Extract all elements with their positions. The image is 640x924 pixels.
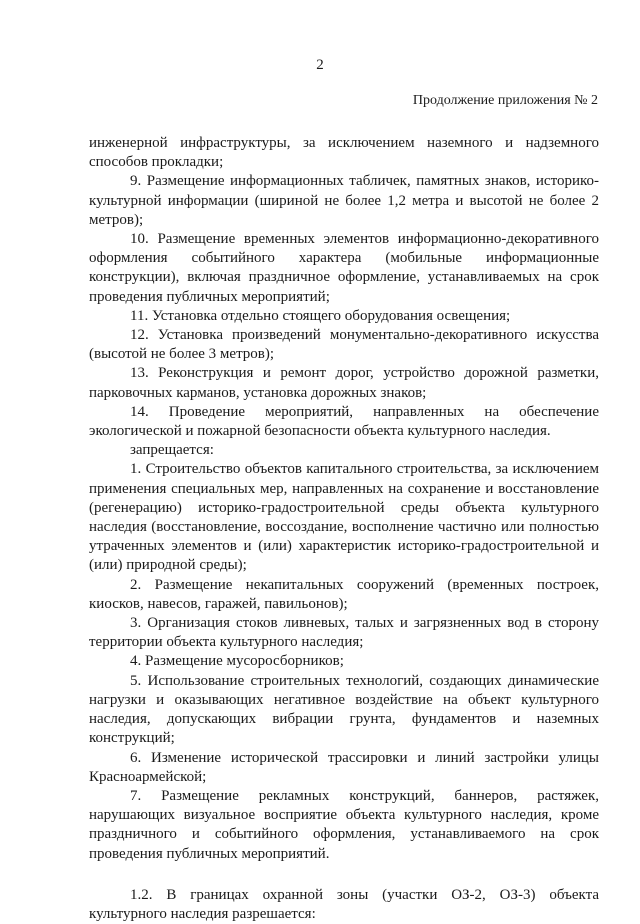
paragraph-prohibited-3: 3. Организация стоков ливневых, талых и загрязненных вод в сторону территории объекта культурного наследия; bbox=[89, 615, 599, 651]
paragraph-prohibited-1: 1. Строительство объектов капитального строительства, за исключением применения специальных мер, направленных на сохранение и восстановление (регенерацию) историко-градостроительной среды объекта культурного наследия (восстановление, воссоздание, восполнение частично или полностью утраченных элементов и (или) характеристик историко-градостроительной и (или) природной среды); bbox=[89, 461, 599, 574]
paragraph-prohibited-2: 2. Размещение некапитальных сооружений (временных построек, киосков, навесов, гаражей, павильонов); bbox=[89, 576, 599, 612]
paragraph-prohibited-6: 6. Изменение исторической трассировки и линий застройки улицы Красноармейской; bbox=[89, 749, 599, 785]
paragraph-item-10: 10. Размещение временных элементов информационно-декоративного оформления событийного характера (мобильные информационные конструкции), включая праздничное оформление, устанавливаемых на срок проведения публичных мероприятий; bbox=[89, 231, 599, 305]
paragraph-prohibited-7: 7. Размещение рекламных конструкций, баннеров, растяжек, нарушающих визуальное восприятие объекта культурного наследия, кроме праздничного и событийного оформления, устанавливаемого на срок проведения публичных мероприятий. bbox=[89, 787, 599, 862]
running-header: Продолжение приложения № 2 bbox=[412, 93, 598, 108]
paragraph-item-9: 9. Размещение информационных табличек, памятных знаков, историко-культурной информации (шириной не более 1,2 метра и высотой не более 2 метров); bbox=[89, 173, 599, 228]
paragraph-prohibited-5: 5. Использование строительных технологий, создающих динамические нагрузки и оказывающих негативное воздействие на объект культурного наследия, допускающих вибрации грунта, фундаментов и наземных конструкций; bbox=[89, 672, 599, 747]
paragraph-continuation: инженерной инфраструктуры, за исключением наземного и надземного способов прокладки; bbox=[89, 135, 599, 171]
paragraph-prohibited-4: 4. Размещение мусоросборников; bbox=[130, 653, 344, 670]
paragraph-prohibited-heading: запрещается: bbox=[130, 442, 214, 459]
document-body bbox=[89, 134, 599, 924]
paragraph-section-1-2: 1.2. В границах охранной зоны (участки ОЗ-2, ОЗ-3) объекта культурного наследия разрешается: bbox=[89, 886, 599, 922]
paragraph-item-14: 14. Проведение мероприятий, направленных на обеспечение экологической и пожарной безопасности объекта культурного наследия. bbox=[89, 403, 599, 440]
paragraph-item-13: 13. Реконструкция и ремонт дорог, устройство дорожной разметки, парковочных карманов, установка дорожных знаков; bbox=[89, 365, 599, 401]
paragraph-item-11: 11. Установка отдельно стоящего оборудования освещения; bbox=[130, 307, 511, 324]
page-number: 2 bbox=[316, 57, 324, 73]
paragraph-item-12: 12. Установка произведений монументально-декоративного искусства (высотой не более 3 метров); bbox=[89, 327, 599, 363]
